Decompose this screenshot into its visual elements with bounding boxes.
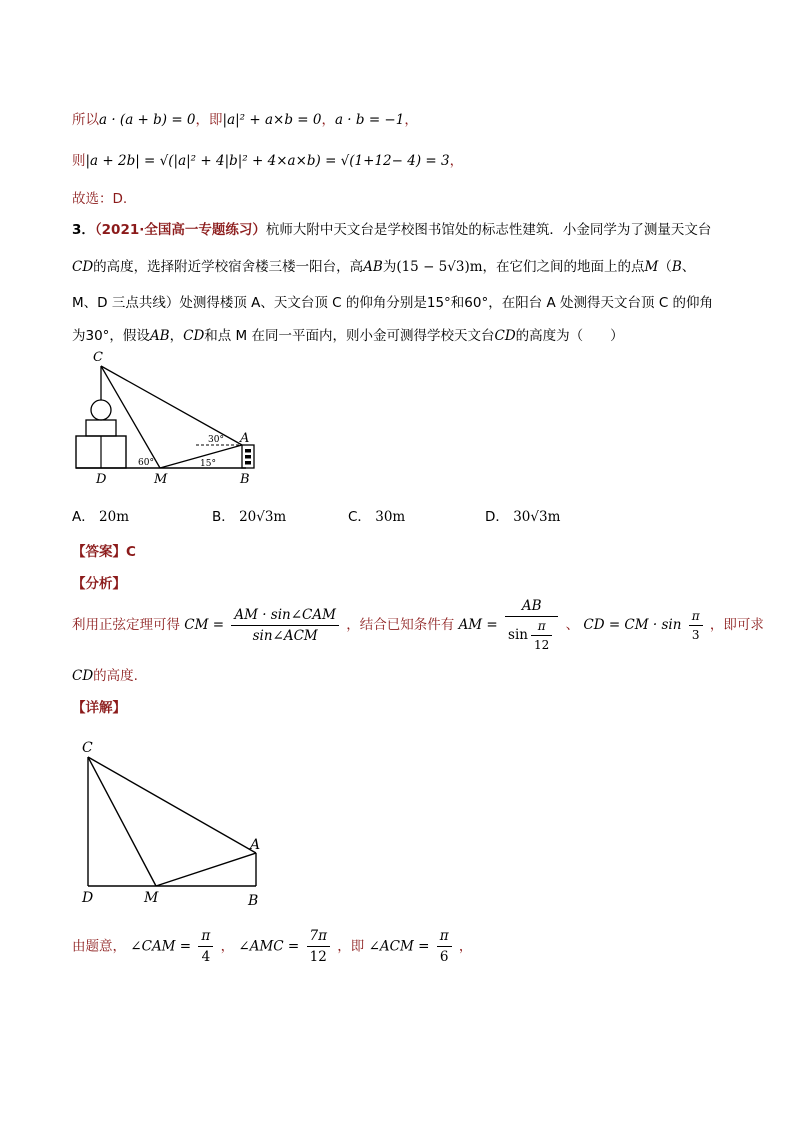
- text: 所以: [72, 112, 99, 128]
- angle-60: 60°: [138, 458, 154, 468]
- text: ，: [220, 938, 235, 955]
- fraction-pi-3: [689, 609, 703, 642]
- math: AB: [363, 259, 383, 275]
- math: CD: [72, 259, 94, 275]
- math: CD: [494, 328, 516, 344]
- text: ，: [449, 153, 464, 169]
- math: ∠ACM =: [368, 938, 430, 955]
- text: ，: [458, 938, 473, 955]
- expr: a · b = −1: [334, 112, 405, 128]
- denominator: 12: [309, 949, 327, 965]
- label-b: B: [240, 472, 250, 487]
- math: CM =: [184, 617, 225, 633]
- option-letter: C．: [348, 509, 371, 525]
- analysis-line-1: [72, 598, 764, 652]
- text: 杭师大附中天文台是学校图书馆处的标志性建筑．小金同学为了测量天文台: [265, 222, 712, 238]
- text: 和点 M 在同一平面内，则小金可测得学校天文台: [204, 328, 495, 344]
- option-letter: B．: [212, 509, 235, 525]
- analysis-line-2: [72, 664, 138, 684]
- text: 的高度.: [93, 668, 138, 684]
- text: 、: [681, 259, 696, 275]
- label-a: A: [250, 837, 261, 853]
- text: 则: [72, 153, 86, 169]
- math: (15 − 5√3): [396, 259, 470, 275]
- label-c: C: [82, 740, 93, 756]
- fraction-cm: [231, 607, 339, 644]
- math: m: [469, 259, 483, 275]
- text: 利用正弦定理可得: [72, 617, 180, 633]
- question-line-2: [72, 255, 695, 275]
- answer: [72, 540, 136, 560]
- text: （: [658, 259, 672, 275]
- option-value: 20√3m: [239, 509, 287, 525]
- question-line-4: [72, 324, 624, 344]
- question-number: 3．: [72, 222, 95, 238]
- option-value: 30m: [375, 509, 406, 525]
- option-a[interactable]: [72, 505, 129, 525]
- text: 为: [382, 259, 397, 275]
- expr: |a|² + a×b = 0: [222, 112, 322, 128]
- option-d[interactable]: [485, 505, 560, 525]
- option-c[interactable]: [348, 505, 405, 525]
- text: ，结合已知条件有: [346, 617, 455, 633]
- question-source: （2021·全国高一专题练习）: [94, 222, 266, 238]
- choice-conclusion: 故选：D.: [72, 191, 128, 207]
- denominator: [505, 617, 558, 652]
- math: CD: [72, 668, 94, 684]
- math: B: [671, 259, 682, 275]
- math: AB: [149, 328, 170, 344]
- problem-figure: [66, 345, 276, 490]
- text: 的高度为（ ）: [515, 328, 624, 344]
- label-d: D: [96, 472, 107, 487]
- denominator: 12: [534, 638, 550, 652]
- solution-figure: [74, 735, 274, 915]
- fraction: [198, 928, 213, 965]
- text: 为30°，假设: [72, 328, 150, 344]
- math: CD: [183, 328, 205, 344]
- answer-value: C: [126, 544, 136, 560]
- math: CD = CM · sin: [583, 617, 682, 633]
- text: ，即: [195, 112, 223, 128]
- numerator: 7π: [307, 928, 330, 947]
- numerator: π: [531, 619, 552, 636]
- text: ，: [321, 112, 335, 128]
- option-b[interactable]: [212, 505, 286, 525]
- text: ，在它们之间的地面上的点: [482, 259, 645, 275]
- analysis-label: 【分析】: [72, 576, 126, 592]
- text: ，: [169, 328, 184, 344]
- text: 由题意，: [72, 938, 126, 955]
- expr: a · (a + b) = 0: [99, 112, 196, 128]
- denominator: sin∠ACM: [252, 627, 318, 644]
- option-value: 30√3m: [513, 509, 561, 525]
- label-a: A: [240, 431, 250, 446]
- detail-label: 【详解】: [72, 700, 126, 716]
- text: 的高度，选择附近学校宿舍楼三楼一阳台，高: [93, 259, 364, 275]
- label-m: M: [154, 472, 168, 487]
- equation-line-2: [72, 149, 463, 169]
- text: ，即: [337, 938, 365, 955]
- denominator: 6: [439, 949, 449, 965]
- label-b: B: [248, 893, 259, 909]
- option-value: 20m: [99, 509, 130, 525]
- equation-line-1: [72, 108, 418, 128]
- label-m: M: [144, 890, 159, 906]
- math: M: [644, 259, 659, 275]
- option-letter: D．: [485, 509, 509, 525]
- fraction: [307, 928, 330, 965]
- denominator: 4: [201, 949, 211, 965]
- detail-line-1: [72, 928, 472, 965]
- numerator: π: [689, 609, 703, 626]
- expr: |a + 2b| = √(|a|² + 4|b|² + 4×a×b) = √(1+12− 4) = 3: [85, 153, 450, 169]
- option-letter: A．: [72, 509, 95, 525]
- text: ，即可求: [709, 617, 764, 633]
- math: ∠CAM =: [130, 938, 192, 955]
- numerator: AM · sin∠CAM: [231, 607, 339, 626]
- fraction-pi-12: [531, 619, 552, 652]
- label-d: D: [82, 890, 94, 906]
- answer-label: 【答案】: [72, 544, 126, 560]
- numerator: AB: [505, 598, 558, 617]
- question-line-3: M、D 三点共线）处测得楼顶 A、天文台顶 C 的仰角分别是15°和60°，在阳台 A 处测得天文台顶 C 的仰角: [72, 295, 714, 311]
- numerator: π: [198, 928, 213, 947]
- label-c: C: [93, 350, 103, 365]
- numerator: π: [437, 928, 452, 947]
- text: sin: [508, 627, 528, 643]
- math: ∠AMC =: [238, 938, 300, 955]
- fraction-am: [505, 598, 558, 652]
- math: AM =: [458, 617, 498, 633]
- angle-30: 30°: [208, 435, 224, 445]
- text: ，: [404, 112, 418, 128]
- angle-15: 15°: [200, 459, 216, 469]
- question-line-1: [72, 218, 711, 238]
- fraction: [437, 928, 452, 965]
- text: 、: [565, 617, 580, 633]
- denominator: 3: [691, 627, 700, 642]
